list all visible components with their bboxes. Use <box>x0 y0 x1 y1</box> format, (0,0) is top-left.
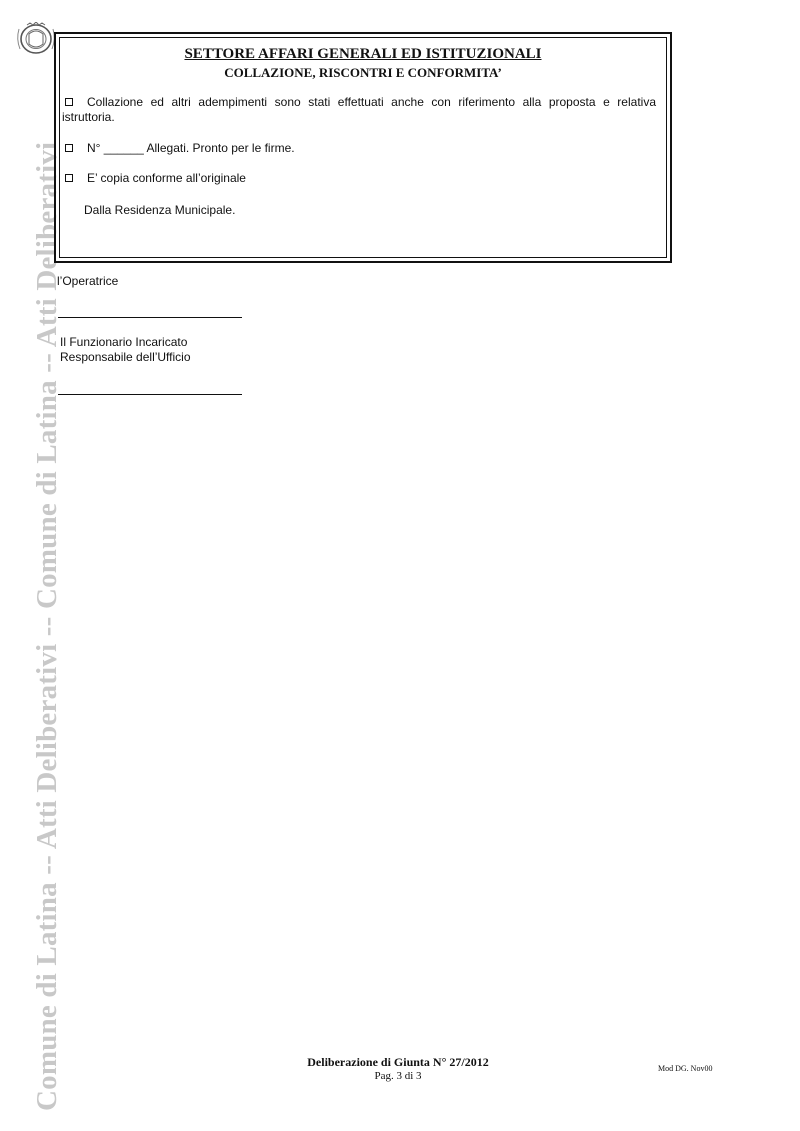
checklist-item-attachments <box>62 141 656 156</box>
residence-line: Dalla Residenza Municipale. <box>84 203 236 217</box>
box-title: SETTORE AFFARI GENERALI ED ISTITUZIONALI <box>184 46 542 62</box>
checklist-item-text: Collazione ed altri adempimenti sono stati effettuati anche con riferimento alla proposta e relativa istruttoria. <box>62 95 656 124</box>
operator-signature-line <box>58 317 242 318</box>
footer-title: Deliberazione di Giunta N° 27/2012 <box>307 1055 489 1069</box>
checklist-item-text: N° ______ Allegati. Pronto per le firme. <box>87 141 295 155</box>
official-label-line1: Il Funzionario Incaricato <box>60 335 188 349</box>
official-label-line2: Responsabile dell’Ufficio <box>60 350 191 364</box>
certification-box <box>54 32 672 263</box>
official-signature-line <box>58 394 242 395</box>
checkbox-icon <box>65 98 73 106</box>
checklist-item-certified-copy <box>62 171 656 186</box>
box-subtitle: COLLAZIONE, RISCONTRI E CONFORMITA’ <box>224 65 502 80</box>
operator-label: l’Operatrice <box>57 274 119 288</box>
checkbox-icon <box>65 144 73 152</box>
checklist-item-text: E’ copia conforme all’originale <box>87 171 246 185</box>
footer-page-number: Pag. 3 di 3 <box>374 1070 422 1082</box>
vertical-watermark: Comune di Latina -- Atti Deliberativi -- Comune di Latina -- Atti Deliberativi <box>31 141 63 1111</box>
checkbox-icon <box>65 174 73 182</box>
checklist-item-collation <box>62 95 656 125</box>
certification-box-inner <box>59 37 667 258</box>
municipal-crest-icon <box>14 22 58 56</box>
footer-form-code: Mod DG. Nov00 <box>658 1064 713 1073</box>
